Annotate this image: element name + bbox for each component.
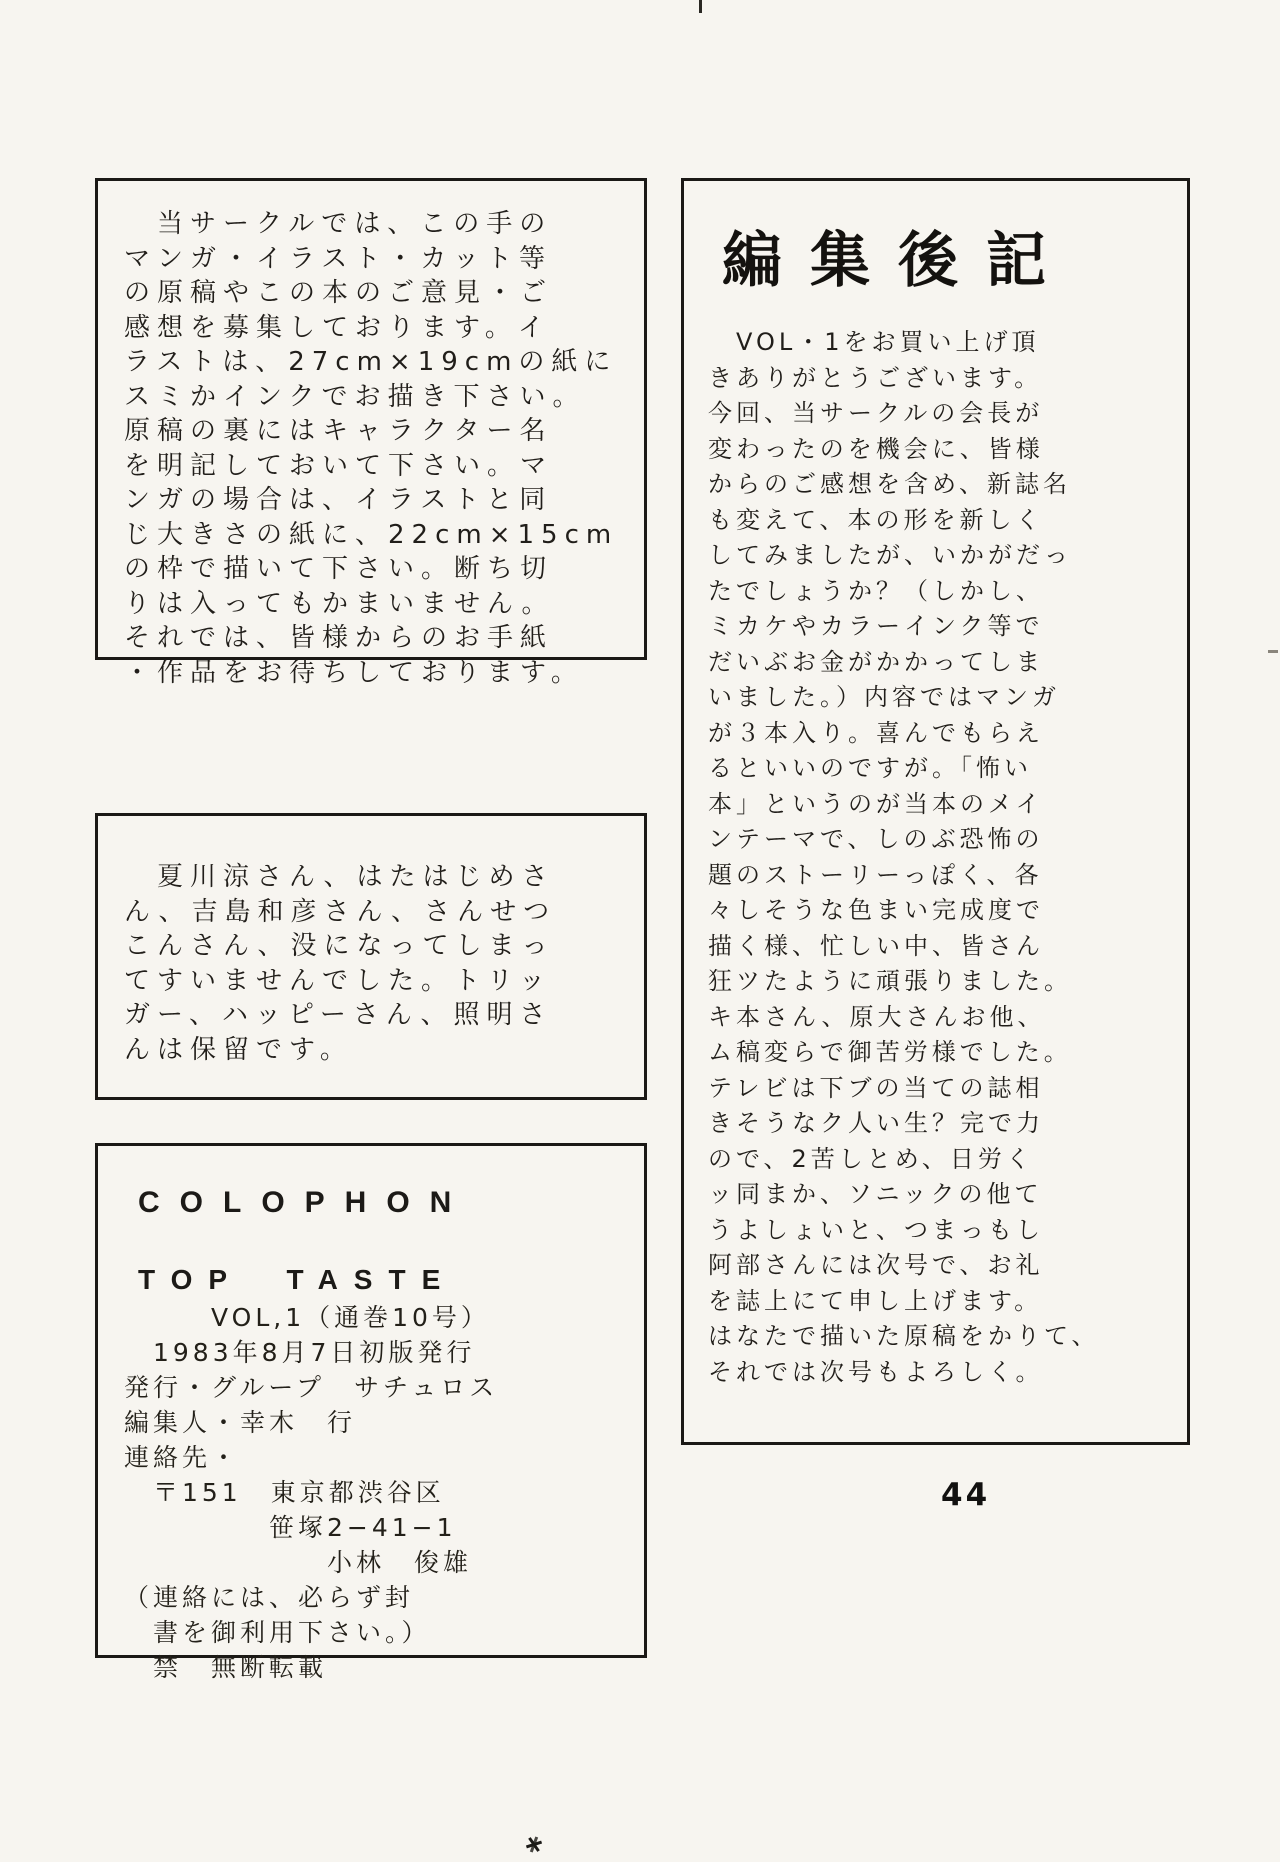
afterword-text-line: きそうなク人い生？完で力	[708, 1109, 1044, 1137]
scan-artifact-bottom-mark	[526, 1838, 542, 1850]
afterword-text-line: してみましたが、いかがだっ	[708, 541, 1072, 569]
submission-text-line: 当サークルでは、この手の	[124, 209, 553, 239]
afterword-box	[681, 178, 1190, 1445]
submission-text-line: ・作品をお待ちしております。	[124, 657, 584, 688]
submission-text-line: りは入ってもかまいません。	[124, 588, 555, 619]
colophon-address-line: 笹塚2−41−1	[124, 1513, 457, 1542]
afterword-text-line: だいぶお金がかかってしま	[708, 647, 1044, 676]
submission-text-line: の枠で描いて下さい。断ち切	[124, 554, 554, 584]
colophon-postal-line: 〒151 東京都渋谷区	[124, 1478, 445, 1507]
credits-text-line: んは保留です。	[124, 1034, 353, 1065]
afterword-text-line: るといいのですが。「怖い	[708, 754, 1032, 782]
colophon-note-line-2: 書を御利用下さい。）	[124, 1618, 431, 1647]
colophon-publisher-line: 発行・グループ サチュロス	[124, 1373, 499, 1402]
submission-text-line: 原稿の裏にはキャラクター名	[124, 416, 553, 446]
scan-artifact-top-tick	[699, 0, 702, 13]
submission-text-line: 感想を募集しております。イ	[124, 312, 551, 343]
submission-text-line: スミかインクでお描き下さい。	[124, 381, 586, 412]
afterword-text-line: 狂ツたように頑張りました。	[708, 967, 1072, 995]
afterword-text-line: ので、2苦しとめ、日労く	[708, 1144, 1034, 1173]
afterword-text-line: VOL・1をお買い上げ頂	[708, 328, 1040, 356]
afterword-text-line: 本」というのが当本のメイ	[708, 789, 1044, 818]
credits-text-line: こんさん、没になってしまっ	[124, 931, 555, 961]
colophon-date-line: 1983年8月7日初版発行	[124, 1338, 476, 1367]
colophon-volume-line: VOL,1（通巻10号）	[124, 1303, 490, 1332]
submission-text-line: じ大きさの紙に、22cm×15cm	[124, 519, 619, 550]
afterword-text-line: きありがとうございます。	[708, 363, 1043, 392]
credits-text-line: ガー、ハッピーさん、照明さ	[124, 1000, 553, 1030]
submission-guidelines-box	[95, 178, 647, 688]
page-number: 44	[941, 1477, 991, 1513]
afterword-text-line: 描く様、忙しい中、皆さん	[708, 931, 1044, 960]
afterword-body	[708, 325, 1179, 1390]
afterword-text-line: ム稿変らで御苦労様でした。	[708, 1038, 1072, 1066]
colophon-title: TOP TASTE	[138, 1264, 457, 1295]
afterword-text-line: も変えて、本の形を新しく	[708, 505, 1044, 534]
scan-artifact-right-tick	[1268, 650, 1278, 653]
submission-text-line: マンガ・イラスト・カット等	[124, 243, 552, 274]
afterword-text-line: ミカケやカラーインク等で	[708, 612, 1044, 640]
credits-box	[95, 813, 647, 1100]
afterword-text-line: テレビは下ブの当ての誌相	[708, 1073, 1044, 1102]
afterword-text-line: 々しそうな色まい完成度で	[708, 896, 1044, 924]
credits-text-line: てすいませんでした。トリッ	[124, 965, 552, 996]
afterword-text-line: を誌上にて申し上げます。	[708, 1286, 1043, 1315]
submission-text-line: それでは、皆様からのお手紙	[124, 623, 554, 653]
colophon-editor-line: 編集人・幸木 行	[124, 1408, 357, 1437]
colophon-contact-label: 連絡先・	[124, 1443, 241, 1472]
afterword-text-line: 変わったのを機会に、皆様	[708, 434, 1044, 463]
afterword-text-line: たでしょうか？（しかし、	[708, 576, 1044, 605]
afterword-text-line: が３本入り。喜んでもらえ	[708, 718, 1044, 747]
afterword-text-line: キ本さん、原大さんお他、	[708, 1002, 1046, 1031]
afterword-text-line: 今回、当サークルの会長が	[708, 399, 1044, 427]
colophon-heading: COLOPHON	[138, 1186, 472, 1219]
credits-text-line: ん、吉島和彦さん、さんせつ	[124, 896, 557, 927]
afterword-text-line: 題のストーリーっぽく、各	[708, 860, 1043, 889]
afterword-text-line: それでは次号もよろしく。	[708, 1357, 1044, 1386]
colophon-name-line: 小林 俊雄	[124, 1548, 473, 1577]
submission-text-line: ンガの場合は、イラストと同	[124, 485, 553, 515]
afterword-text-line: いました。）内容ではマンガ	[708, 683, 1060, 711]
afterword-title: 編集後記	[722, 226, 1074, 296]
credits-text-line: 夏川涼さん、はたはじめさ	[124, 862, 555, 892]
afterword-text-line: ンテーマで、しのぶ恐怖の	[708, 825, 1044, 853]
colophon-note-line-1: （連絡には、必らず封	[124, 1583, 415, 1612]
submission-text-line: ラストは、27cm×19cmの紙に	[124, 347, 618, 377]
colophon-box	[95, 1143, 647, 1682]
afterword-text-line: はなたで描いた原稿をかりて、	[708, 1322, 1100, 1350]
afterword-text-line: からのご感想を含め、新誌名	[708, 470, 1072, 498]
submission-text-line: を明記しておいて下さい。マ	[124, 450, 554, 481]
colophon-forbid-line: 禁 無断転載	[124, 1653, 328, 1682]
afterword-text-line: ッ同まか、ソニックの他て	[708, 1180, 1043, 1208]
afterword-text-line: うよしょいと、つまっもし	[708, 1215, 1044, 1244]
afterword-text-line: 阿部さんには次号で、お礼	[708, 1251, 1044, 1279]
submission-text-line: の原稿やこの本のご意見・ご	[124, 278, 554, 308]
